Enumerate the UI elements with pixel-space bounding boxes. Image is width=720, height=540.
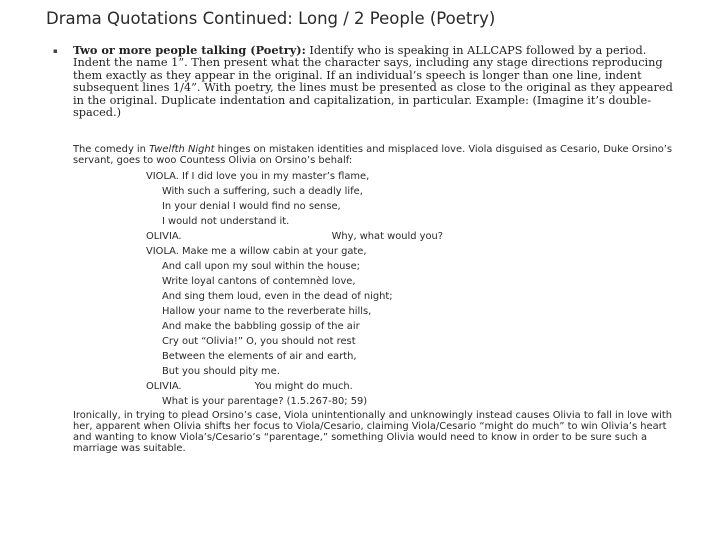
- line-text: Write loyal cantons of contemnèd love,: [162, 275, 356, 287]
- line-text: With such a suffering, such a deadly life,: [162, 185, 363, 197]
- verse-line: [73, 274, 673, 289]
- line-text: Between the elements of air and earth,: [162, 350, 357, 362]
- line-text: Cry out “Olivia!” O, you should not rest: [162, 335, 356, 347]
- line-text: VIOLA. Make me a willow cabin at your gate,: [146, 245, 367, 257]
- instruction-text: [73, 44, 675, 119]
- line-text-after: You might do much.: [254, 380, 353, 392]
- example-intro: [73, 145, 673, 167]
- intro-before: The comedy in: [73, 144, 150, 155]
- line-text: And call upon my soul within the house;: [162, 260, 360, 272]
- verse-line: [73, 214, 673, 229]
- play-title: Twelfth Night: [149, 144, 215, 155]
- speaker-line: [73, 169, 673, 184]
- line-text-after: Why, what would you?: [331, 230, 444, 242]
- verse-line: [73, 259, 673, 274]
- line-text: OLIVIA.: [146, 230, 182, 242]
- speaker-line: [73, 244, 673, 259]
- example-block: [73, 145, 673, 454]
- speaker-line: [73, 379, 673, 394]
- line-text: But you should pity me.: [162, 365, 280, 377]
- intro-after: hinges on mistaken identities and misplaced love. Viola disguised as Cesario, Duke Orsino’s servant, goes to woo Countess Olivia on Orsino’s behalf:: [73, 144, 673, 166]
- line-text: And make the babbling gossip of the air: [162, 320, 360, 332]
- slide-title: Drama Quotations Continued: Long / 2 People (Poetry): [46, 9, 496, 28]
- instruction-lead: Two or more people talking (Poetry):: [73, 43, 306, 57]
- line-text: And sing them loud, even in the dead of night;: [162, 290, 393, 302]
- verse-line: [73, 349, 673, 364]
- speaker-line: [73, 229, 673, 244]
- line-text: In your denial I would find no sense,: [162, 200, 341, 212]
- instruction-body: Identify who is speaking in ALLCAPS followed by a period. Indent the name 1”. Then present what the character says, including any stage directions reproducing them exactly as they appear in the original. If an individual’s speech is longer than one line, indent subsequent lines 1/4”. With poetry, the lines must be presented as close to the original as they appeared in the original. Duplicate indentation and capitalization, in particular. Example: (Imagine it’s double-spaced.): [73, 44, 673, 120]
- line-text: Hallow your name to the reverberate hills,: [162, 305, 372, 317]
- verse-line: [73, 334, 673, 349]
- verse-line: [73, 184, 673, 199]
- verse-line: [73, 289, 673, 304]
- verse-line: [73, 319, 673, 334]
- verse-line: [73, 394, 673, 409]
- line-text: I would not understand it.: [162, 215, 290, 227]
- verse-line: [73, 364, 673, 379]
- verse-line: [73, 199, 673, 214]
- block-quotation: [73, 169, 673, 409]
- line-text: OLIVIA.: [146, 380, 182, 392]
- line-text: What is your parentage? (1.5.267-80; 59): [162, 395, 368, 407]
- example-analysis: Ironically, in trying to plead Orsino’s case, Viola unintentionally and unknowingly instead causes Olivia to fall in love with her, apparent when Olivia shifts her focus to Viola/Cesario, claiming Viola/Cesario “might do much” to win Olivia’s heart and wanting to know Viola’s/Cesario’s “parentage,” something Olivia would need to know in order to be sure such a marriage was suitable.: [73, 409, 672, 454]
- bullet-marker: ▪: [53, 47, 58, 55]
- line-text: VIOLA. If I did love you in my master’s flame,: [146, 170, 370, 182]
- verse-line: [73, 304, 673, 319]
